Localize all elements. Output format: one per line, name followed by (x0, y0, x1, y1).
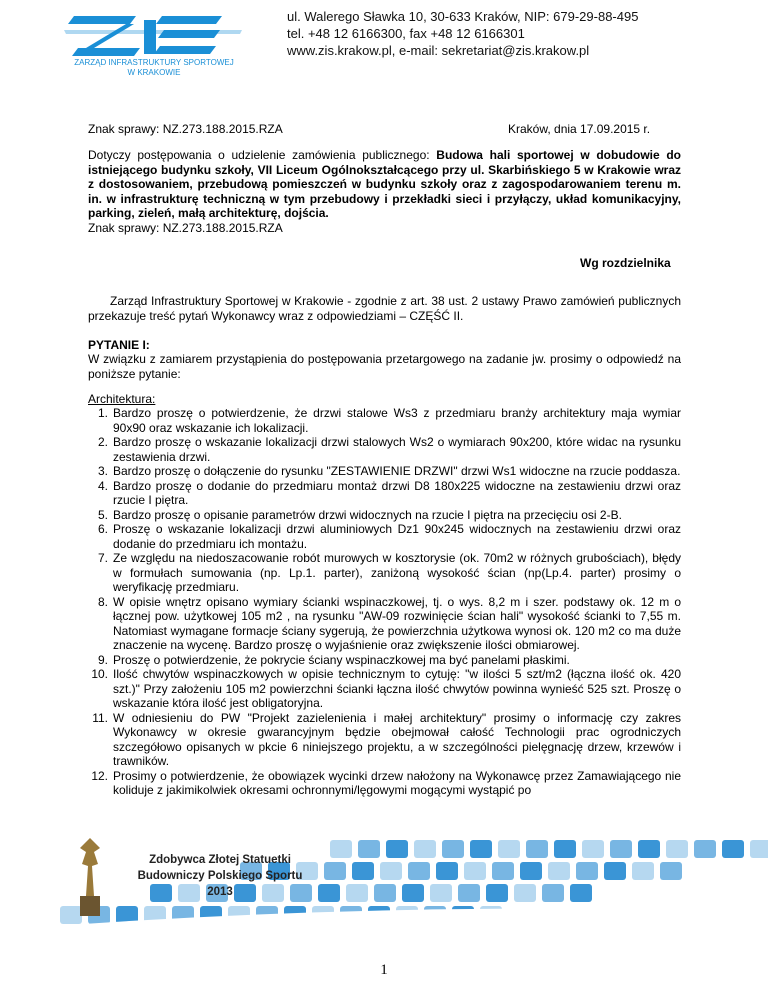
reference-number: Znak sprawy: NZ.273.188.2015.RZA (88, 122, 283, 136)
sport-tile-icon (554, 840, 576, 858)
sport-tile-icon (666, 840, 688, 858)
sport-tile-icon (358, 840, 380, 858)
list-item (88, 522, 681, 551)
question-heading: PYTANIE I: (88, 338, 150, 352)
sport-tile-icon (330, 840, 352, 858)
trophy-statue-icon (70, 836, 110, 918)
item-number: 3. (97, 464, 108, 478)
list-item (88, 435, 681, 464)
sport-tile-icon (408, 862, 430, 880)
sport-tile-icon (610, 840, 632, 858)
item-number: 12. (91, 768, 108, 783)
item-text: Bardzo proszę o potwierdzenie, że drzwi stalowe Ws3 z przedmiaru branży architektury maja wymiar 90x90 oraz wskazanie ich lokalizacji. (113, 406, 681, 435)
sport-tile-icon (576, 862, 598, 880)
sport-tile-icon (498, 840, 520, 858)
sport-tile-icon (436, 862, 458, 880)
subject-reference: Znak sprawy: NZ.273.188.2015.RZA (88, 220, 283, 235)
question-intro: W związku z zamiarem przystąpienia do postępowania przetargowego na zadanie jw. prosimy o odpowiedź na poniższe pytanie: (88, 352, 681, 381)
list-item (88, 653, 681, 668)
intro-paragraph: Zarząd Infrastruktury Sportowej w Krakowie - zgodnie z art. 38 ust. 2 ustawy Prawo zamówień publicznych przekazuje treść pytań Wykonawcy wraz z odpowiedziami – CZĘŚĆ II. (88, 294, 681, 323)
sport-tile-icon (374, 884, 396, 902)
item-text: Ze względu na niedoszacowanie robót murowych w kosztorysie (ok. 70m2 w różnych grubościach), błędy w formułach sumowania (np. Lp.1. parter), zaniżoną wysokość ścian (np(Lp.4. parter) prosimy o weryfikację przedmiaru. (113, 551, 681, 594)
item-number: 6. (97, 522, 108, 536)
sport-tile-icon (352, 862, 374, 880)
award-line2: Budowniczy Polskiego Sportu (137, 870, 303, 882)
list-item (88, 711, 681, 769)
sport-tile-icon (492, 862, 514, 880)
item-number: 4. (97, 478, 108, 493)
item-number: 1. (97, 406, 108, 420)
sport-tile-icon (402, 884, 424, 902)
sport-tile-icon (486, 884, 508, 902)
address: ul. Walerego Sławka 10, 30-633 Kraków, NIP: 679-29-88-495 (287, 9, 639, 24)
web-email: www.zis.krakow.pl, e-mail: sekretariat@zis.krakow.pl (287, 43, 590, 58)
item-number: 5. (97, 507, 108, 522)
item-text: Bardzo proszę o wskazanie lokalizacji drzwi stalowych Ws2 o wymiarach 90x200, które widac na rysunku zestawienia drzwi. (113, 435, 681, 464)
sport-tile-icon (722, 840, 744, 858)
item-text: Proszę o potwierdzenie, że pokrycie ściany wspinaczkowej ma być panelami płaskimi. (113, 652, 570, 667)
list-item (88, 406, 681, 435)
sport-tile-icon (430, 884, 452, 902)
list-item (88, 667, 681, 711)
award-text (112, 852, 328, 900)
sport-tile-icon (458, 884, 480, 902)
distribution-note: Wg rozdzielnika (580, 256, 671, 270)
list-item (88, 551, 681, 595)
item-number: 2. (97, 435, 108, 449)
list-item (88, 479, 681, 508)
sport-tile-icon (548, 862, 570, 880)
sport-tile-icon (470, 840, 492, 858)
phone-fax: tel. +48 12 6166300, fax +48 12 6166301 (287, 26, 525, 41)
sport-tile-icon (520, 862, 542, 880)
sport-tile-icon (442, 840, 464, 858)
item-text: Proszę o wskazanie lokalizacji drzwi aluminiowych Dz1 90x245 widocznych na zestawieniu drzwi oraz dodanie do przedmiaru ich montażu. (113, 522, 681, 551)
sport-tile-icon (464, 862, 486, 880)
question-list (88, 406, 681, 798)
sport-tile-icon (542, 884, 564, 902)
item-text: Ilość chwytów wspinaczkowych w opisie technicznym to cytuję: "w ilości 5 szt/m2 (łączna ilość ok. 420 szt.)" Przy założeniu 105 m2 powierzchni ścianki łączna ilość chwytów powinna wynieść 525 szt. Proszę o wskazanie która ilość jest obligatoryjna. (113, 667, 681, 710)
award-line1: Zdobywca Złotej Statuetki (149, 854, 291, 866)
letterhead-contact (287, 8, 638, 59)
sport-tile-icon (694, 840, 716, 858)
award-line3: 2013 (207, 886, 233, 898)
item-text: Bardzo proszę o dołączenie do rysunku "ZESTAWIENIE DRZWI" drzwi Ws1 widoczne na rzucie poddasza. (113, 464, 681, 478)
sport-tile-icon (414, 840, 436, 858)
sport-tile-icon (514, 884, 536, 902)
sport-tile-icon (380, 862, 402, 880)
org-name (62, 58, 246, 78)
subject-prefix: Dotyczy postępowania o udzielenie zamówienia publicznego: (88, 148, 437, 162)
section-title: Architektura: (88, 392, 156, 406)
item-text: Bardzo proszę o opisanie parametrów drzwi widocznych na rzucie I piętra na przecięciu osi 2-B. (113, 507, 622, 522)
list-item (88, 464, 681, 479)
sport-tile-icon (386, 840, 408, 858)
item-text: Prosimy o potwierdzenie, że obowiązek wycinki drzew nałożony na Wykonawcę przez Zamawiającego nie koliduje z jakimikolwiek okresami ochronnymi/lęgowymi mogącymi wystąpić po (113, 768, 681, 797)
sport-tile-icon (526, 840, 548, 858)
list-item (88, 595, 681, 653)
page-number: 1 (380, 962, 388, 978)
item-number: 11. (92, 710, 108, 725)
subject-title: Budowa hali sportowej w dobudowie do istniejącego budynku szkoły, VII Liceum Ogólnokształcącego przy ul. Skarbińskiego 5 w Krakowie wraz z dostosowaniem, przebudową pomieszczeń w budynku szkoły oraz z zagospodarowaniem terenu m. in. w infrastrukturę techniczną w tym przebudowy i przekładki sieci i przyłączy, układ komunikacyjny, parking, zieleń, małą architekturę, dojścia. (88, 148, 682, 220)
list-item (88, 769, 681, 798)
sport-tile-icon (638, 840, 660, 858)
item-number: 9. (97, 652, 108, 667)
sport-tile-icon (750, 840, 768, 858)
sport-tile-icon (604, 862, 626, 880)
place-date: Kraków, dnia 17.09.2015 r. (508, 122, 651, 136)
sport-tile-icon (582, 840, 604, 858)
item-text: Bardzo proszę o dodanie do przedmiaru montaż drzwi D8 180x225 widoczne na zestawieniu drzwi oraz rzucie I piętra. (113, 478, 681, 507)
item-number: 10. (91, 667, 108, 681)
sport-tile-icon (570, 884, 592, 902)
subject (88, 148, 681, 235)
org-name-line1: ZARZĄD INFRASTRUKTURY SPORTOWEJ (74, 58, 234, 67)
item-text: W odniesieniu do PW "Projekt zazielenienia i małej architektury" prosimy o informację czy zakres Wykonawcy w okresie gwarancyjnym będzie obejmował całość Technologii prac ogrodniczych szczegółowo opisanych w pkcie 6 niniejszego projektu, a w szczególności pielęgnację drzew, krzewów i trawników. (113, 710, 681, 768)
sport-tile-icon (632, 862, 654, 880)
org-name-line2: W KRAKOWIE (127, 68, 181, 77)
list-item (88, 508, 681, 523)
sport-tile-icon (346, 884, 368, 902)
item-number: 8. (97, 594, 108, 609)
item-number: 7. (97, 551, 108, 565)
item-text: W opisie wnętrz opisano wymiary ścianki wspinaczkowej, tj. o wys. 8,2 m i szer. podstawy ok. 12 m o łącznej pow. użytkowej 105 m2 , na rysunku "AW-09 rozwinięcie ścian hali" wysokość ścianki to 7,55 m. Natomiast wymagane formacje ściany sygerują, że powierzchnia użytkowa wynosi ok. 120 m2 co ma duże znaczenie na wycenę. Bardzo proszę o wyjaśnienie oraz zwiększenie ilości obmiarowej. (113, 594, 681, 652)
sport-tile-icon (660, 862, 682, 880)
